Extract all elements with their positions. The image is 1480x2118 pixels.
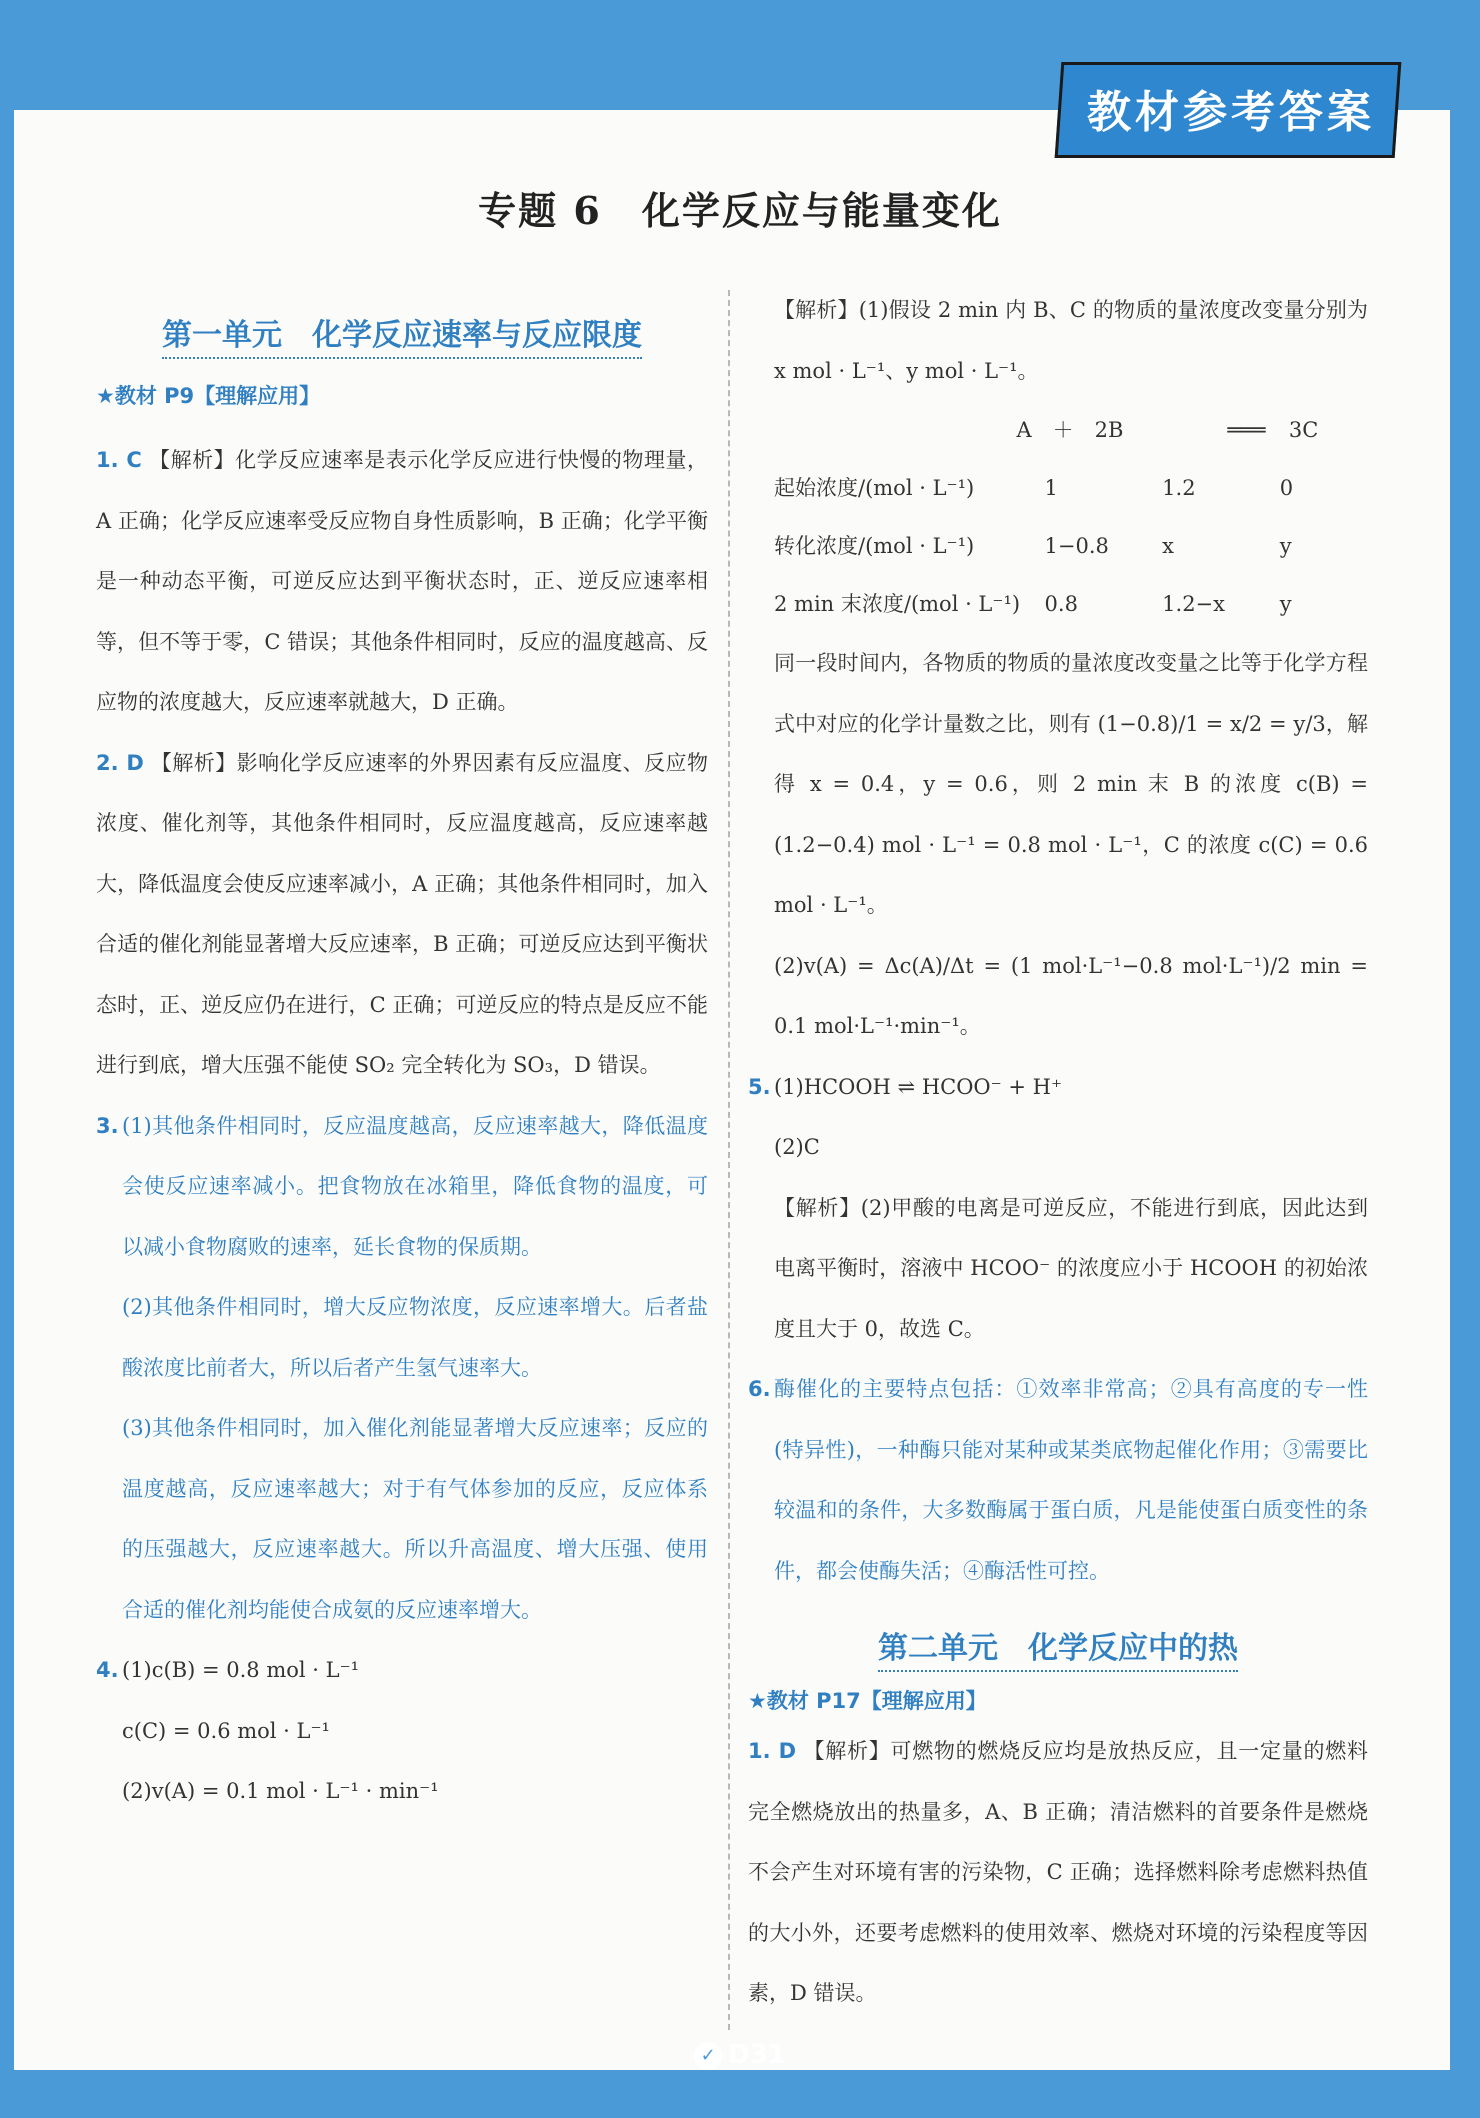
answer-key-label: 教材参考答案 xyxy=(1087,87,1375,138)
answer-4-explanation-1: 【解析】(1)假设 2 min 内 B、C 的物质的量浓度改变量分别为 x mol · L⁻¹、y mol · L⁻¹。 xyxy=(774,298,1368,383)
answer-2-number: 2. D xyxy=(96,750,144,775)
answer-6-number: 6. xyxy=(748,1377,771,1401)
bottom-frame xyxy=(0,2070,1480,2118)
answer-3 xyxy=(96,1096,708,1641)
answer-3-part-1: (1)其他条件相同时，反应温度越高，反应速率越大，降低温度会使反应速率减小。把食物放在冰箱里，降低食物的温度，可以减小食物腐败的速率，延长食物的保质期。 xyxy=(122,1113,708,1259)
equation-sign: ═══ xyxy=(1227,418,1266,442)
answer-key-tab xyxy=(1052,62,1410,158)
answer-4-line-3: (2)v(A) = 0.1 mol · L⁻¹ · min⁻¹ xyxy=(122,1779,439,1803)
answer-4-line-2: c(C) = 0.6 mol · L⁻¹ xyxy=(122,1718,330,1743)
page-logo-icon: ✓ xyxy=(694,2042,722,2070)
unit2-textbook-ref: ★教材 P17【理解应用】 xyxy=(748,1689,987,1713)
answer-3-part-3: (3)其他条件相同时，加入催化剂能显著增大反应速率；反应的温度越高，反应速率越大；对于有气体参加的反应，反应体系的压强越大，反应速率越大。所以升高温度、增大压强、使用合适的催化剂均能使合成氨的反应速率增大。 xyxy=(122,1416,708,1622)
right-frame xyxy=(1450,0,1480,2118)
answer-5-number: 5. xyxy=(748,1074,771,1099)
answer-2-text: 【解析】影响化学反应速率的外界因素有反应温度、反应物浓度、催化剂等，其他条件相同时，反应温度越高，反应速率越大，降低温度会使反应速率减小，A 正确；其他条件相同时，加入合适的催化剂能显著增大反应速率，B 正确；可逆反应达到平衡状态时，正、逆反应仍在进行，C 正确；可逆反应的特点是反应不能进行到底，增大压强不能使 SO₂ 完全转化为 SO₃，D 错误。 xyxy=(96,750,708,1077)
equilibrium-header xyxy=(748,401,1368,459)
unit1-textbook-ref: ★教材 P9【理解应用】 xyxy=(96,384,321,408)
left-column xyxy=(96,280,708,1822)
answer-4-explanation-2: 同一段时间内，各物质的物质的量浓度改变量之比等于化学方程式中对应的化学计量数之比，则有 (1−0.8)/1 = x/2 = y/3，解得 x = 0.4，y = 0.6，则 2 min 末 B 的浓度 c(B) = (1.2−0.4) mol · L⁻¹ = 0.8 mol · L⁻¹，C 的浓度 c(C) = 0.6 mol · L⁻¹。 xyxy=(774,651,1368,917)
answer-2 xyxy=(96,733,708,1096)
answer-1-text: 【解析】化学反应速率是表示化学反应进行快慢的物理量，A 正确；化学反应速率受反应物自身性质影响，B 正确；化学平衡是一种动态平衡，可逆反应达到平衡状态时，正、逆反应速率相等，但不等于零，C 错误；其他条件相同时，反应的温度越高、反应物的浓度越大，反应速率就越大，D 正确。 xyxy=(96,448,709,714)
column-divider xyxy=(728,290,730,2030)
answer-3-part-2: (2)其他条件相同时，增大反应物浓度，反应速率增大。后者盐酸浓度比前者大，所以后者产生氢气速率大。 xyxy=(122,1295,708,1380)
page-number: D31 xyxy=(728,2040,786,2070)
answer-4-number: 4. xyxy=(96,1658,119,1682)
equation-species: A ＋ 2B xyxy=(1016,418,1124,442)
unit2-heading: 第二单元 化学反应中的热 xyxy=(748,1623,1368,1667)
equation-product: 3C xyxy=(1288,418,1319,442)
answer-5-explanation: 【解析】(2)甲酸的电离是可逆反应，不能进行到底，因此达到电离平衡时，溶液中 HCOO⁻ 的浓度应小于 HCOOH 的初始浓度且大于 0，故选 C。 xyxy=(774,1195,1368,1341)
unit2-answer-1-number: 1. D xyxy=(748,1739,797,1763)
equilibrium-row-change: 转化浓度/(mol · L⁻¹) 1−0.8 x y xyxy=(774,534,1292,558)
unit2-answer-1 xyxy=(748,1721,1368,2024)
page-footer xyxy=(0,2040,1480,2070)
answer-1-number: 1. C xyxy=(96,448,142,472)
unit1-heading: 第一单元 化学反应速率与反应限度 xyxy=(96,310,708,354)
answer-3-number: 3. xyxy=(96,1113,119,1138)
answer-6 xyxy=(748,1359,1368,1601)
answer-6-text: 酶催化的主要特点包括：①效率非常高；②具有高度的专一性(特异性)，一种酶只能对某种或某类底物起催化作用；③需要比较温和的条件，大多数酶属于蛋白质，凡是能使蛋白质变性的条件，都会使酶失活；④酶活性可控。 xyxy=(774,1377,1368,1583)
answer-4 xyxy=(96,1640,708,1822)
answer-4-explanation-3: (2)v(A) = Δc(A)/Δt = (1 mol·L⁻¹−0.8 mol·L⁻¹)/2 min = 0.1 mol·L⁻¹·min⁻¹。 xyxy=(774,953,1368,1038)
page-title: 专题 6 化学反应与能量变化 xyxy=(478,188,1002,233)
answer-4-line-1: (1)c(B) = 0.8 mol · L⁻¹ xyxy=(122,1658,360,1682)
equilibrium-row-initial: 起始浓度/(mol · L⁻¹) 1 1.2 0 xyxy=(774,476,1294,500)
answer-5-line-1: (1)HCOOH ⇌ HCOO⁻ + H⁺ xyxy=(774,1074,1063,1099)
answer-1 xyxy=(96,430,708,733)
answer-5-line-2: (2)C xyxy=(774,1135,820,1159)
right-column xyxy=(748,280,1368,2024)
answer-5 xyxy=(748,1057,1368,1360)
unit2-answer-1-text: 【解析】可燃物的燃烧反应均是放热反应，且一定量的燃料完全燃烧放出的热量多，A、B 正确；清洁燃料的首要条件是燃烧不会产生对环境有害的污染物，C 正确；选择燃料除考虑燃料热值的大小外，还要考虑燃料的使用效率、燃烧对环境的污染程度等因素，D 错误。 xyxy=(748,1739,1368,2005)
equilibrium-row-final: 2 min 末浓度/(mol · L⁻¹) 0.8 1.2−x y xyxy=(774,592,1292,616)
